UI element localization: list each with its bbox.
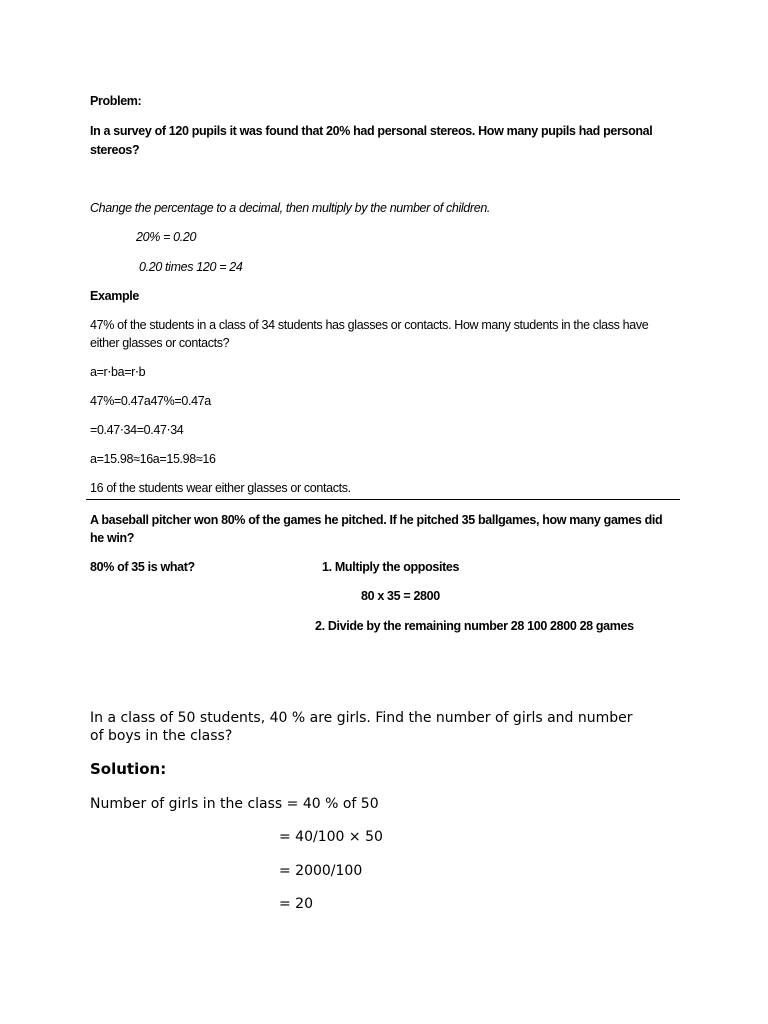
problem-question-line-1: In a survey of 120 pupils it was found that 20% had personal stereos. How many pupils had personal	[90, 124, 653, 138]
problem-question-line-2: stereos?	[90, 143, 140, 157]
example-equation-2: 47%=0.47a47%=0.47a	[90, 394, 211, 408]
solution-line-3: = 2000/100	[279, 863, 363, 879]
example-equation-4: a=15.98≈16a=15.98≈16	[90, 452, 216, 466]
solution-line-4: = 20	[279, 896, 313, 912]
class-question-line-1: In a class of 50 students, 40 % are girls. Find the number of girls and number	[90, 710, 633, 726]
example-equation-3: =0.47⋅34=0.47⋅34	[90, 423, 184, 437]
solution-line-1: Number of girls in the class = 40 % of 50	[90, 796, 379, 812]
pitcher-step-2: 2. Divide by the remaining number 28 100 2800 28 games	[315, 619, 634, 633]
pitcher-prompt: 80% of 35 is what?	[90, 560, 195, 574]
pitcher-question-line-1: A baseball pitcher won 80% of the games he pitched. If he pitched 35 ballgames, how many games did	[90, 513, 663, 527]
pitcher-question-line-2: he win?	[90, 531, 135, 545]
example-heading: Example	[90, 289, 139, 303]
section-divider	[86, 499, 680, 500]
example-question-line-2: either glasses or contacts?	[90, 336, 230, 350]
pitcher-step-1-calc: 80 x 35 = 2800	[361, 589, 440, 603]
class-question-line-2: of boys in the class?	[90, 728, 233, 744]
problem-heading: Problem:	[90, 94, 142, 108]
example-question-line-1: 47% of the students in a class of 34 students has glasses or contacts. How many students in the class have	[90, 318, 649, 332]
solution-heading: Solution:	[90, 760, 167, 778]
problem-step-2: 0.20 times 120 = 24	[139, 260, 243, 274]
problem-instruction: Change the percentage to a decimal, then multiply by the number of children.	[90, 201, 491, 215]
pitcher-step-1: 1. Multiply the opposites	[322, 560, 460, 574]
example-answer: 16 of the students wear either glasses or contacts.	[90, 481, 351, 495]
example-equation-1: a=r⋅ba=r⋅b	[90, 365, 146, 379]
solution-line-2: = 40/100 × 50	[279, 829, 383, 845]
problem-step-1: 20% = 0.20	[136, 230, 197, 244]
